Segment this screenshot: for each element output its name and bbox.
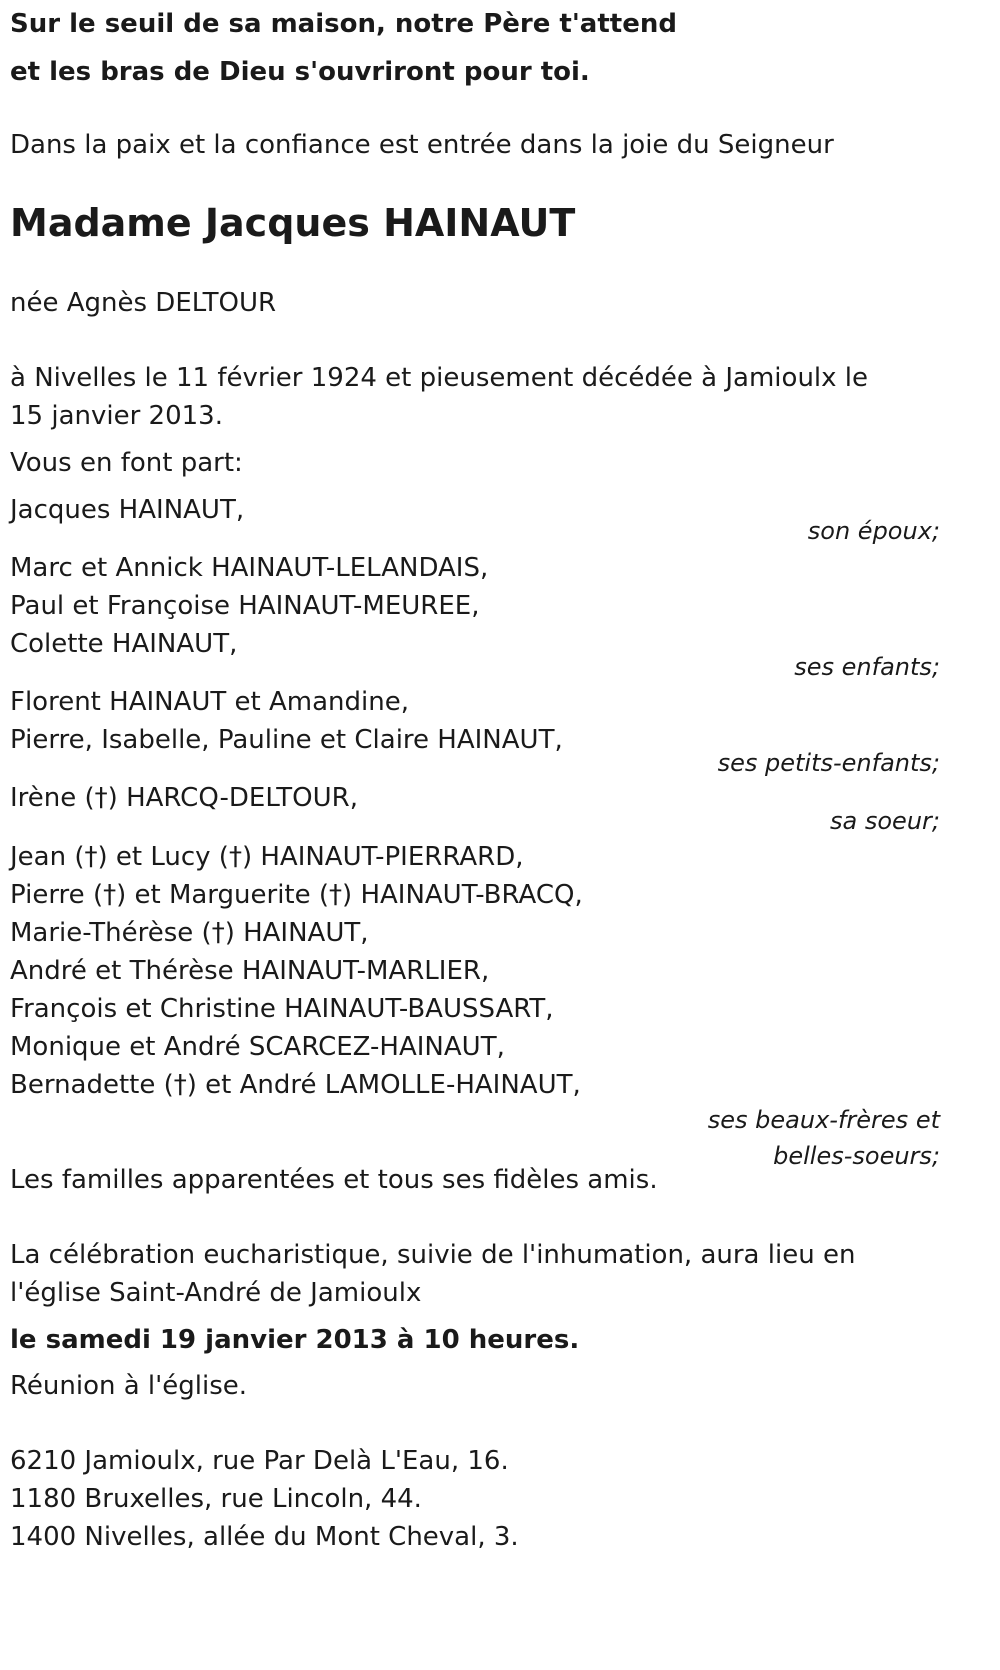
family-role: ses beaux-frères et: [707, 1106, 940, 1134]
maiden-name: née Agnès DELTOUR: [10, 288, 277, 318]
deceased-name: Madame Jacques HAINAUT: [10, 201, 576, 245]
birth-death-block: [10, 359, 940, 435]
family-role: ses petits-enfants;: [717, 749, 940, 777]
birth-death: à Nivelles le 11 février 1924 et pieusement décédée à Jamioulx le 15 janvier 2013.: [10, 363, 869, 431]
meeting: Réunion à l'église.: [10, 1371, 248, 1401]
addresses: [10, 1442, 940, 1556]
family-group-in-laws: [10, 838, 940, 1174]
family-name: Jean (†) et Lucy (†) HAINAUT-PIERRARD,: [10, 842, 524, 872]
family-name: Marc et Annick HAINAUT-LELANDAIS,: [10, 553, 489, 583]
family-group-sister: [10, 779, 940, 839]
family-name: Monique et André SCARCEZ-HAINAUT,: [10, 1032, 505, 1062]
families-friends-block: [10, 1161, 940, 1199]
verse-line-2: et les bras de Dieu s'ouvriront pour toi.: [10, 57, 590, 87]
meeting-block: [10, 1367, 940, 1405]
family-group-spouse: [10, 491, 940, 549]
verse: [10, 0, 940, 96]
family-group-grandchildren: [10, 683, 940, 781]
verse-line-1: Sur le seuil de sa maison, notre Père t'attend: [10, 9, 677, 39]
family-name: Jacques HAINAUT,: [10, 495, 245, 525]
date-time: le samedi 19 janvier 2013 à 10 heures.: [10, 1325, 580, 1355]
family-name: Paul et Françoise HAINAUT-MEUREE,: [10, 591, 480, 621]
announce: Vous en font part:: [10, 448, 243, 478]
family-name: Pierre (†) et Marguerite (†) HAINAUT-BRACQ,: [10, 880, 583, 910]
date-time-block: [10, 1321, 940, 1359]
family-role: ses enfants;: [794, 653, 940, 681]
maiden-name-block: [10, 284, 940, 322]
address-line: 6210 Jamioulx, rue Par Delà L'Eau, 16.: [10, 1446, 509, 1476]
family-group-children: [10, 549, 940, 685]
announce-block: [10, 444, 940, 482]
deceased-name-block: [10, 198, 940, 248]
family-name: Colette HAINAUT,: [10, 629, 238, 659]
intro: [10, 126, 940, 164]
family-name: François et Christine HAINAUT-BAUSSART,: [10, 994, 554, 1024]
families-friends: Les familles apparentées et tous ses fidèles amis.: [10, 1165, 658, 1195]
address-line: 1400 Nivelles, allée du Mont Cheval, 3.: [10, 1522, 519, 1552]
family-name: André et Thérèse HAINAUT-MARLIER,: [10, 956, 490, 986]
intro-text: Dans la paix et la confiance est entrée dans la joie du Seigneur: [10, 130, 834, 160]
family-role: sa soeur;: [830, 807, 940, 835]
family-name: Marie-Thérèse (†) HAINAUT,: [10, 918, 369, 948]
address-line: 1180 Bruxelles, rue Lincoln, 44.: [10, 1484, 422, 1514]
family-name: Irène (†) HARCQ-DELTOUR,: [10, 783, 358, 813]
family-name: Bernadette (†) et André LAMOLLE-HAINAUT,: [10, 1070, 581, 1100]
family-role: belles-soeurs;: [773, 1142, 940, 1170]
family-name: Pierre, Isabelle, Pauline et Claire HAINAUT,: [10, 725, 563, 755]
celebration-block: [10, 1236, 940, 1312]
family-role: son époux;: [807, 517, 940, 545]
family-name: Florent HAINAUT et Amandine,: [10, 687, 410, 717]
celebration: La célébration eucharistique, suivie de l'inhumation, aura lieu en l'église Saint-André de Jamioulx: [10, 1240, 856, 1308]
